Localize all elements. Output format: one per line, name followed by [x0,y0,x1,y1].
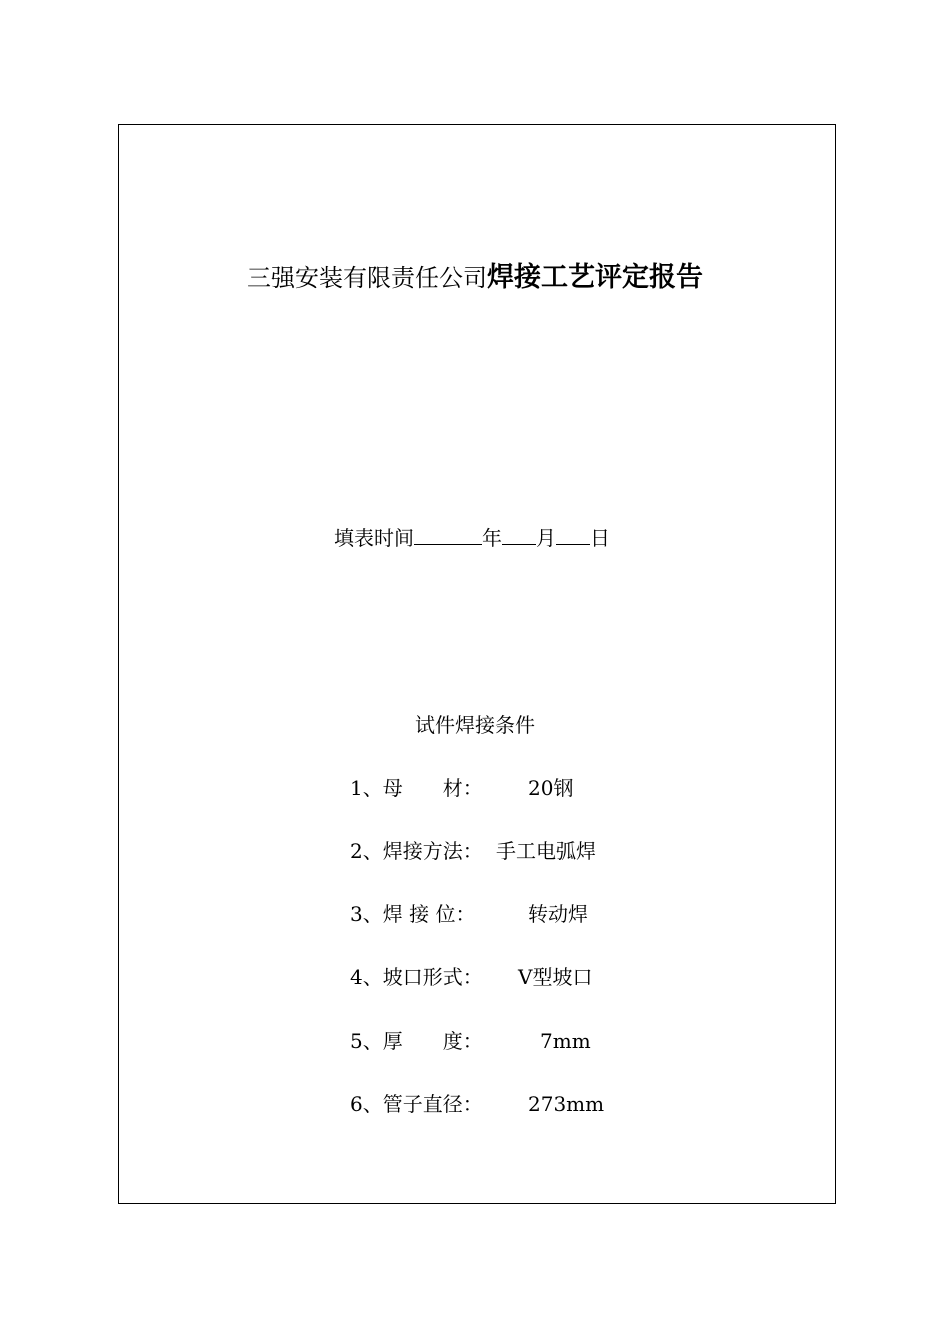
condition-row-thickness [350,1026,591,1056]
year-label: 年 [482,526,502,550]
condition-label: 1、母 材： [350,776,483,800]
condition-label: 4、坡口形式： [350,965,483,989]
condition-row-groove-type [350,962,592,992]
fill-date-label: 填表时间 [334,526,414,550]
condition-row-welding-position [350,899,588,929]
condition-row-welding-method [350,836,596,866]
condition-value: 20钢 [528,776,574,800]
year-blank [414,522,482,545]
condition-value: 手工电弧焊 [496,839,596,863]
condition-row-pipe-diameter [350,1089,604,1119]
condition-label: 6、管子直径： [350,1092,483,1116]
day-label: 日 [590,526,610,550]
section-title: 试件焊接条件 [415,713,535,737]
day-blank [556,522,590,545]
report-title [0,258,950,301]
month-blank [502,522,536,545]
condition-label: 3、焊 接 位： [350,902,476,926]
company-name: 三强安装有限责任公司 [247,264,487,292]
fill-date-line [334,522,610,553]
condition-label: 2、焊接方法： [350,839,483,863]
month-label: 月 [536,526,556,550]
report-name: 焊接工艺评定报告 [487,262,703,293]
condition-value: 转动焊 [528,902,588,926]
condition-row-base-material [350,773,573,803]
condition-value: 7mm [540,1029,591,1053]
condition-label: 5、厚 度： [350,1029,483,1053]
condition-value: 273mm [528,1092,605,1116]
condition-value: V型坡口 [518,965,593,989]
